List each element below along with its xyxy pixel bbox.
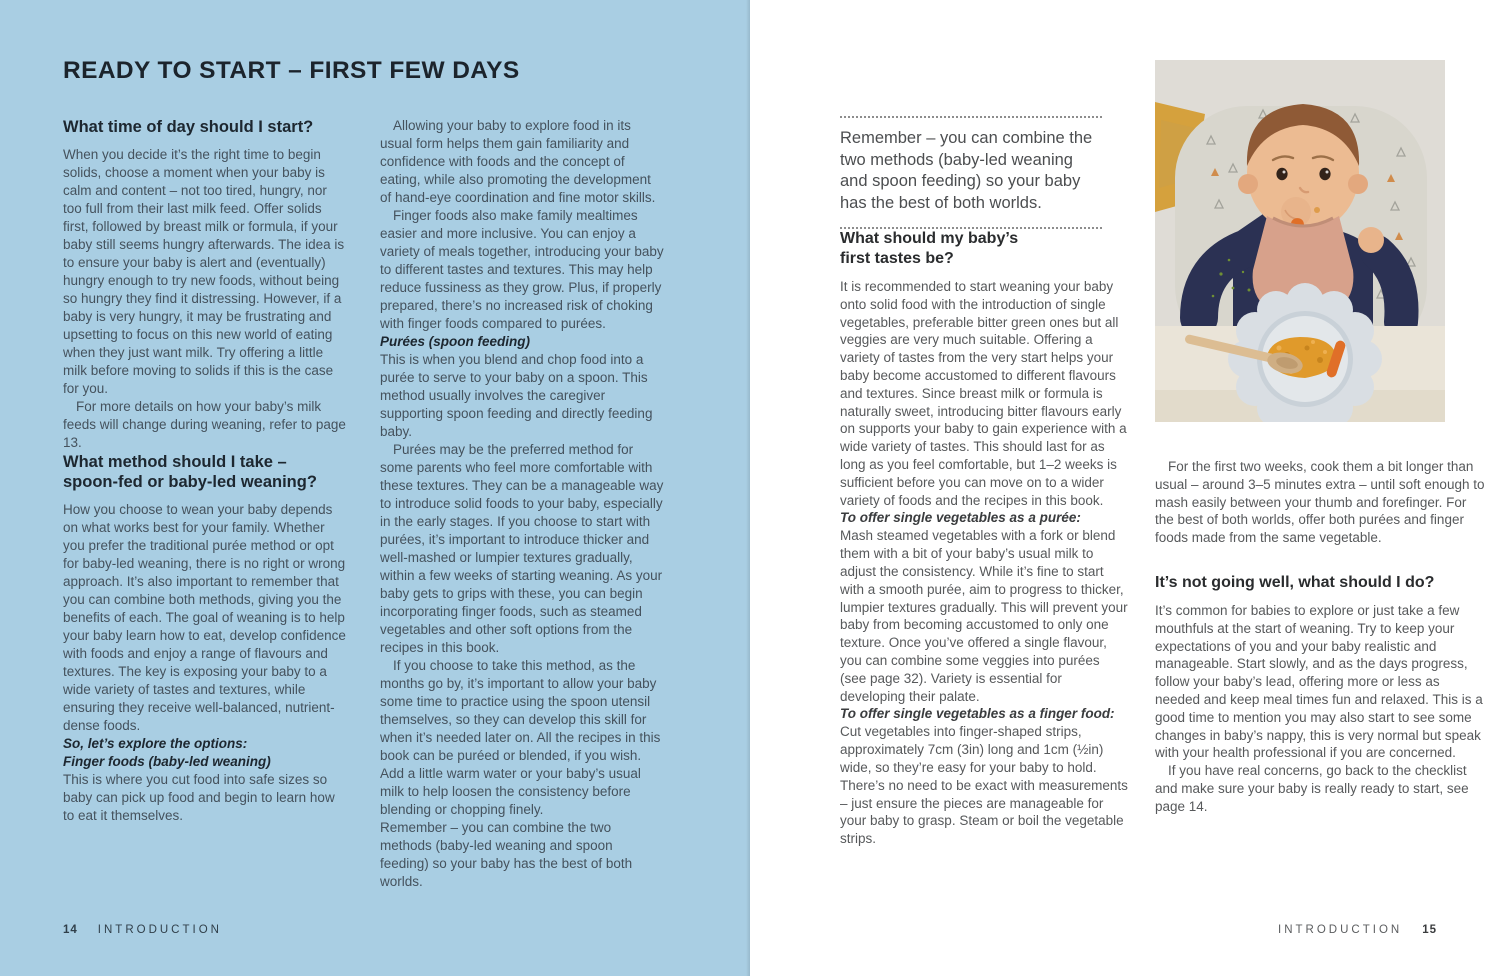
right-column-2 bbox=[1155, 60, 1485, 816]
page-number: 15 bbox=[1422, 924, 1437, 936]
subhead-veg-as-puree: To offer single vegetables as a purée: bbox=[840, 510, 1081, 526]
left-column-2 bbox=[380, 117, 664, 891]
footer-section-label: INTRODUCTION bbox=[97, 924, 222, 936]
body-paragraph: Allowing your baby to explore food in its usual form helps them gain familiarity and confidence with foods and the concept of eating, while also promoting the development of hand-eye coordination and fine motor skills. bbox=[380, 118, 656, 205]
callout-text: Remember – you can combine the two methods (baby-led weaning and spoon feeding) so your baby has the best of both worlds. bbox=[840, 129, 1093, 212]
left-page-columns bbox=[63, 117, 664, 891]
right-page-footer bbox=[1278, 924, 1437, 936]
section-heading-method bbox=[63, 452, 347, 492]
body-paragraph: For the first two weeks, cook them a bit longer than usual – around 3–5 minutes extra – until soft enough to mash easily between your thumb and forefinger. For the best of both worlds, offer both purées and finger foods made from the same vegetable. bbox=[1155, 459, 1485, 546]
left-column-1 bbox=[63, 117, 347, 891]
left-page-footer bbox=[63, 924, 222, 936]
heading-line: first tastes be? bbox=[840, 250, 954, 267]
body-paragraph: For more details on how your baby’s milk feeds will change during weaning, refer to page 13. bbox=[63, 399, 346, 450]
section-heading-first-tastes bbox=[840, 229, 1128, 269]
section-heading-not-going-well: It’s not going well, what should I do? bbox=[1155, 573, 1435, 591]
subhead-veg-as-finger-food: To offer single vegetables as a finger food: bbox=[840, 706, 1115, 722]
section-heading-time-of-day: What time of day should I start? bbox=[63, 118, 314, 136]
body-paragraph: Finger foods also make family mealtimes easier and more inclusive. You can enjoy a variety of meals together, introducing your baby to different tastes and textures. This may help reduce fussiness as they grow. Plus, if properly prepared, there’s no increased risk of choking with finger foods compared to purées. bbox=[380, 208, 664, 331]
body-paragraph: It’s common for babies to explore or just take a few mouthfuls at the start of weaning. Try to keep your expectations of you and your baby realistic and manageable. Start slowly, and as the days progress, follow your baby’s lead, offering more or less as needed and keep meal times fun and relaxed. This is a good time to mention you may also start to see some changes in baby’s nappy, this is very normal but speak with your health professional if you are concerned. bbox=[1155, 602, 1483, 761]
footer-section-label: INTRODUCTION bbox=[1278, 924, 1403, 936]
subhead-explore-options: So, let’s explore the options: bbox=[63, 736, 248, 751]
body-paragraph: Cut vegetables into finger-shaped strips, approximately 7cm (3in) long and 1cm (½in) wide, so they’re easy for your baby to hold. There’s no need to be exact with measurements – just ensure the pieces are manageable for your baby to grasp. Steam or boil the vegetable strips. bbox=[840, 724, 1128, 847]
body-paragraph: If you have real concerns, go back to the checklist and make sure your baby is really ready to start, see page 14. bbox=[1155, 763, 1469, 814]
heading-line: What method should I take – bbox=[63, 453, 287, 471]
body-paragraph: How you choose to wean your baby depends on what works best for your family. Whether you prefer the traditional purée method or opt for baby-led weaning, there is no right or wrong approach. It’s also important to remember that you can combine both methods, giving you the benefits of each. The goal of weaning is to help your baby learn how to eat, develop confidence with foods and enjoy a range of flavours and textures. The key is exposing your baby to a wide variety of tastes and textures, while ensuring they receive well-balanced, nutrient-dense foods. bbox=[63, 502, 346, 733]
body-paragraph: This is when you blend and chop food into a purée to serve to your baby on a spoon. This method usually involves the caregiver supporting spoon feeding and directly feeding baby. bbox=[380, 352, 653, 439]
body-paragraph: It is recommended to start weaning your baby onto solid food with the introduction of single vegetables, preferable bitter green ones but all veggies are very much suitable. Offering a variety of tastes from the very start helps your baby become accustomed to different flavours and textures. Since breast milk or formula is naturally sweet, introducing bitter flavours early on supports your baby to gain experience with a wide variety of tastes. This should last for as long as you feel comfortable, but 1–2 weeks is sufficient before you can move on to a wider variety of foods and the recipes in this book. bbox=[840, 279, 1127, 508]
page-number: 14 bbox=[63, 924, 78, 936]
body-paragraph: When you decide it’s the right time to begin solids, choose a moment when your baby is calm and content – not too tired, hungry, nor too full from their last milk feed. Offer solids first, followed by breast milk or formula, if your baby still seems hungry afterwards. The idea is to ensure your baby is alert and (eventually) hungry enough to try new foods, without being so hungry they find it distressing. However, if a baby is very hungry, it may be frustrating and upsetting to focus on this new world of eating when they just want milk. Try offering a little milk before moving to solids if this is the case for you. bbox=[63, 147, 345, 396]
heading-line: What should my baby’s bbox=[840, 230, 1019, 247]
heading-line: spoon-fed or baby-led weaning? bbox=[63, 473, 317, 491]
body-paragraph: Mash steamed vegetables with a fork or blend them with a bit of your baby’s usual milk to adjust the consistency. While it’s fine to start with a smooth purée, aim to progress to thicker, lumpier textures gradually. This will prevent your baby from becoming accustomed to only one texture. Once you’ve offered a single flavour, you can combine some veggies into purées (see page 32). Variety is essential for developing their palate. bbox=[840, 528, 1128, 704]
body-paragraph: If you choose to take this method, as the months go by, it’s important to allow your baby some time to practice using the spoon utensil themselves, so they can develop this skill for when it’s needed later on. All the recipes in this book can be puréed or blended, if you wish. Add a little warm water or your baby’s usual milk to help loosen the consistency before blending or chopping finely. bbox=[380, 658, 661, 817]
subhead-finger-foods: Finger foods (baby-led weaning) bbox=[63, 754, 271, 769]
right-page bbox=[750, 0, 1500, 976]
body-paragraph-remember: Remember – you can combine the two methods (baby-led weaning and spoon feeding) so your baby has the best of both worlds. bbox=[380, 820, 633, 889]
page-title: READY TO START – FIRST FEW DAYS bbox=[63, 57, 520, 84]
body-paragraph: This is where you cut food into safe sizes so baby can pick up food and begin to learn how to eat it themselves. bbox=[63, 772, 335, 823]
body-paragraph: Purées may be the preferred method for some parents who feel more comfortable with these textures. They can be a manageable way to introduce solid foods to your baby, especially in the early stages. If you choose to start with purées, it’s important to introduce thicker and well-mashed or lumpier textures gradually, within a few weeks of starting weaning. As your baby gets to grips with these, you can begin incorporating finger foods, such as steamed vegetables and other soft options from the recipes in this book. bbox=[380, 442, 664, 655]
baby-photo bbox=[1155, 60, 1445, 422]
subhead-purees: Purées (spoon feeding) bbox=[380, 334, 531, 349]
remember-callout bbox=[840, 116, 1102, 229]
right-column-1 bbox=[840, 116, 1128, 848]
